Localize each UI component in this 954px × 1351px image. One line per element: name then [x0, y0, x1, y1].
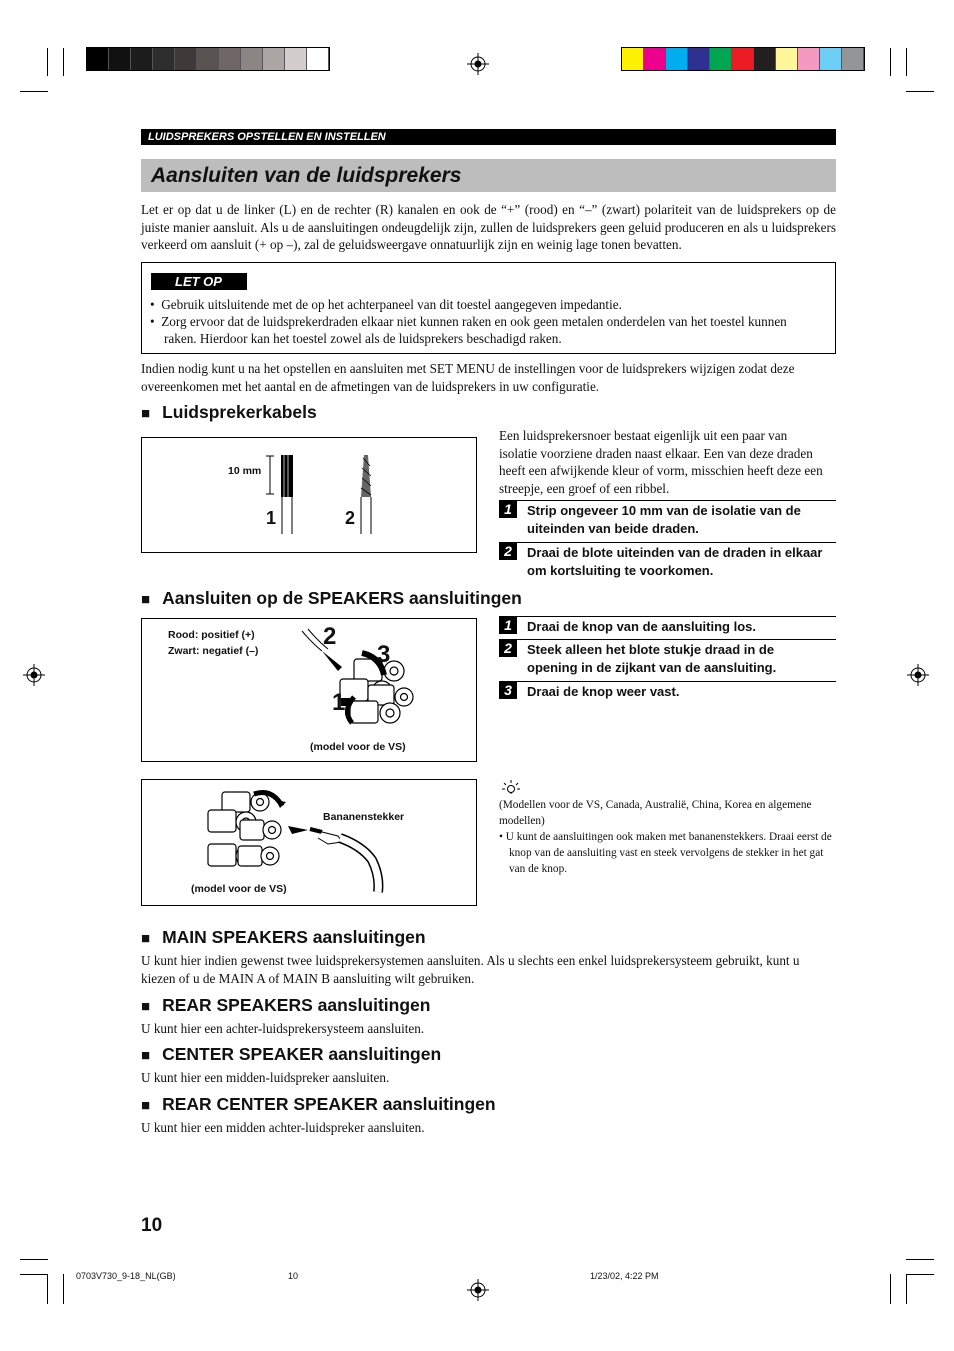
calibration-swatch [776, 48, 798, 70]
step-number: 3 [499, 682, 517, 699]
section-heading-center: ■ CENTER SPEAKER aansluitingen [141, 1044, 442, 1064]
calibration-swatch [197, 48, 219, 70]
section-heading-main: ■ MAIN SPEAKERS aansluitingen [141, 927, 426, 947]
dimension-label: 10 mm [228, 465, 262, 477]
step-number: 1 [499, 617, 517, 634]
section-heading-rear-center: ■ REAR CENTER SPEAKER aansluitingen [141, 1094, 496, 1114]
registration-mark-top [467, 53, 489, 75]
step-number: 2 [499, 543, 517, 560]
calibration-swatch [263, 48, 285, 70]
calibration-swatch [688, 48, 710, 70]
terminal-step-3: 3 Draai de knop weer vast. [499, 681, 836, 704]
calibration-swatch [285, 48, 307, 70]
caution-label: LET OP [151, 273, 247, 290]
wire-illustration [142, 438, 478, 554]
footer-page: 10 [288, 1271, 299, 1281]
calibration-swatch [798, 48, 820, 70]
calibration-swatch [153, 48, 175, 70]
calibration-swatch [622, 48, 644, 70]
color-calibration-bar [621, 47, 865, 71]
intro-paragraph: Let er op dat u de linker (L) en de rechter (R) kanalen en ook de “+” (rood) en “–” (zwart) polariteit van de luidsprekers op de juiste manier aansluit. Als u de aansluitingen ondeugdelijk zijn, zullen de luidsprekers geen geluid produceren en als u luidsprekers verkeerd om aansluit (+ op –), zal de geluidsweergave onnatuurlijk zijn en weinig lage tonen bevatten. [141, 202, 836, 252]
footer-date: 1/23/02, 4:22 PM [590, 1271, 659, 1281]
tip-models: (Modellen voor de VS, Canada, Australië, China, Korea en algemene modellen) [499, 799, 812, 827]
model-label: (model voor de VS) [191, 883, 287, 895]
figure-label-1: 1 [332, 689, 346, 716]
footer-file: 0703V730_9-18_NL(GB) [76, 1271, 176, 1281]
terminal-step-2: 2 Steek alleen het blote stukje draad in de opening in de zijkant van de aansluiting. [499, 639, 836, 682]
page-number: 10 [141, 1215, 163, 1236]
step-number: 2 [499, 640, 517, 657]
registration-mark-bottom [467, 1279, 489, 1301]
calibration-swatch [307, 48, 329, 70]
section-text-rear-center: U kunt hier een midden achter-luidspreker aansluiten. [141, 1120, 425, 1135]
cable-description: Een luidsprekersnoer bestaat eigenlijk uit een paar van isolatie voorziene draden naast elkaar. Een van deze draden heeft een afwijkende kleur of vorm, misschien heeft deze een streepje, een groef of een ribbel. [499, 428, 823, 496]
model-label: (model voor de VS) [310, 741, 406, 753]
tip-text: • U kunt de aansluitingen ook maken met bananenstekkers. Draai eerst de knop van de aansluiting vast en steek vervolgens de stekker in het gat van de knop. [499, 831, 832, 875]
calibration-swatch [87, 48, 109, 70]
calibration-swatch [219, 48, 241, 70]
calibration-swatch [175, 48, 197, 70]
calibration-swatch [241, 48, 263, 70]
calibration-swatch [644, 48, 666, 70]
cable-figure [141, 437, 477, 553]
caution-box [141, 262, 836, 354]
figure-label-1: 1 [266, 508, 277, 528]
figure-label-2: 2 [345, 508, 356, 528]
tip-icon [500, 778, 522, 796]
section-header: LUIDSPREKERS OPSTELLEN EN INSTELLEN [141, 129, 836, 145]
page-title: Aansluiten van de luidsprekers [141, 159, 836, 192]
calibration-swatch [754, 48, 776, 70]
section-text-center: U kunt hier een midden-luidspreker aansluiten. [141, 1070, 390, 1085]
calibration-swatch [710, 48, 732, 70]
calibration-swatch [109, 48, 131, 70]
cable-step-2: 2 Draai de blote uiteinden van de draden in elkaar om kortsluiting te voorkomen. [499, 542, 836, 583]
black-label: Zwart: negatief (–) [168, 645, 259, 657]
calibration-swatch [732, 48, 754, 70]
calibration-swatch [666, 48, 688, 70]
step-number: 1 [499, 501, 517, 518]
figure-label-2: 2 [323, 623, 337, 650]
figure-label-3: 3 [377, 641, 391, 668]
calibration-swatch [131, 48, 153, 70]
section-heading-speakers: ■ Aansluiten op de SPEAKERS aansluitingen [141, 588, 522, 608]
registration-mark-right [907, 664, 929, 686]
calibration-swatch [842, 48, 864, 70]
banana-plug-figure [141, 779, 477, 906]
calibration-swatch [820, 48, 842, 70]
cable-step-1: 1 Strip ongeveer 10 mm van de isolatie van de uiteinden van beide draden. [499, 500, 836, 541]
section-heading-rear: ■ REAR SPEAKERS aansluitingen [141, 995, 431, 1015]
registration-mark-left [23, 664, 45, 686]
terminal-step-1: 1 Draai de knop van de aansluiting los. [499, 616, 836, 639]
banana-plug-label: Bananenstekker [323, 811, 405, 823]
grayscale-calibration-bar [86, 47, 330, 71]
settings-paragraph: Indien nodig kunt u na het opstellen en aansluiten met SET MENU de instellingen voor de luidsprekers wijzigen zodat deze overeenkomen met het aantal en de afmetingen van de luidsprekers in uw configuratie. [141, 361, 795, 394]
red-label: Rood: positief (+) [168, 629, 255, 641]
terminal-figure [141, 618, 477, 762]
caution-item: • Zorg ervoor dat de luidsprekerdraden elkaar niet kunnen raken en ook geen metalen onderdelen van het toestel kunnen raken. Hierdoor kan het toestel zowel als de luidsprekers beschadigd raken. [150, 314, 787, 346]
section-text-rear: U kunt hier een achter-luidsprekersysteem aansluiten. [141, 1021, 425, 1036]
section-heading-cables: ■ Luidsprekerkabels [141, 402, 317, 422]
caution-item: • Gebruik uitsluitende met de op het achterpaneel van dit toestel aangegeven impedantie. [150, 297, 622, 312]
section-text-main: U kunt hier indien gewenst twee luidsprekersystemen aansluiten. Als u slechts een enkel luidsprekersysteem gebruikt, kunt u kiezen of u de MAIN A of MAIN B aansluiting wilt gebruiken. [141, 953, 800, 986]
